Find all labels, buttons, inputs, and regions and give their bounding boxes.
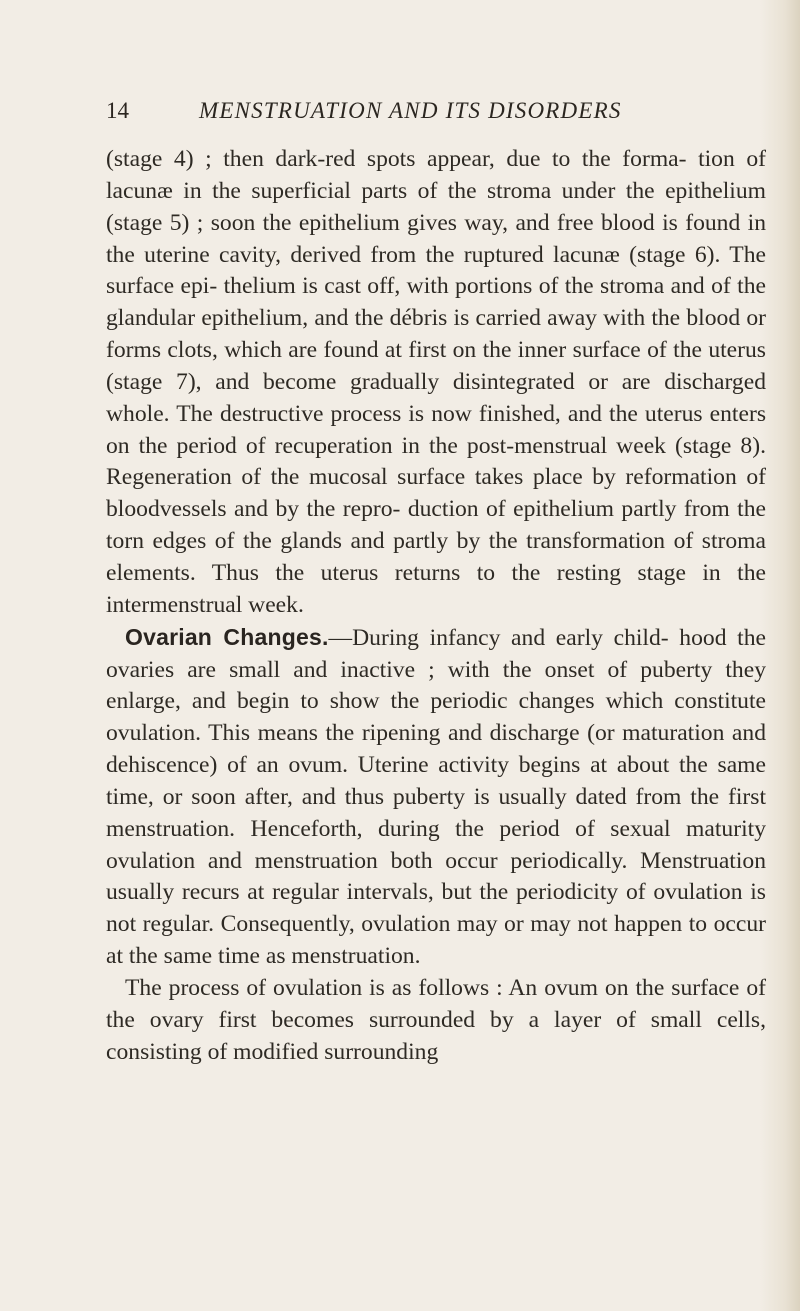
- paragraph-text: The process of ovulation is as follows : An ovum on the surface of the ovary first becomes surrounded by a layer of small cells, consisting of modified surrounding: [106, 974, 766, 1065]
- paragraph-ovulation-process: [106, 973, 766, 1069]
- paragraph-uterine-stages: [106, 144, 766, 622]
- page-number: 14: [106, 98, 129, 123]
- paragraph-text: (stage 4) ; then dark-red spots appear, due to the forma- tion of lacunæ in the superficial parts of the stroma under the epithelium (stage 5) ; soon the epithelium gives way, and free blood is found in the uterine cavity, derived from the ruptured lacunæ (stage 6). The surface epi- thelium is cast off, with portions of the stroma and of the glandular epithelium, and the débris is carried away with the blood or forms clots, which are found at first on the inner surface of the uterus (stage 7), and become gradually disintegrated or are discharged whole. The destructive process is now finished, and the uterus enters on the period of recuperation in the post-menstrual week (stage 8). Regeneration of the mucosal surface takes place by reformation of bloodvessels and by the repro- duction of epithelium partly from the torn edges of the glands and partly by the transformation of stroma elements. Thus the uterus returns to the resting stage in the intermenstrual week.: [106, 146, 766, 618]
- paragraph-text: —During infancy and early child- hood the ovaries are small and inactive ; with the onset of puberty they enlarge, and begin to show the periodic changes which constitute ovulation. This means the ripening and discharge (or maturation and dehiscence) of an ovum. Uterine activity begins at about the same time, or soon after, and thus puberty is usually dated from the first menstruation. Henceforth, during the period of sexual maturity ovulation and menstruation both occur periodically. Menstruation usually recurs at regular intervals, but the periodicity of ovulation is not regular. Consequently, ovulation may or may not happen to occur at the same time as menstruation.: [106, 624, 766, 970]
- body-text: [106, 144, 766, 1068]
- page-header: [106, 98, 786, 128]
- paragraph-ovarian-changes: [106, 622, 766, 973]
- section-heading: Ovarian Changes.: [125, 623, 329, 650]
- running-title: MENSTRUATION AND ITS DISORDERS: [199, 98, 622, 123]
